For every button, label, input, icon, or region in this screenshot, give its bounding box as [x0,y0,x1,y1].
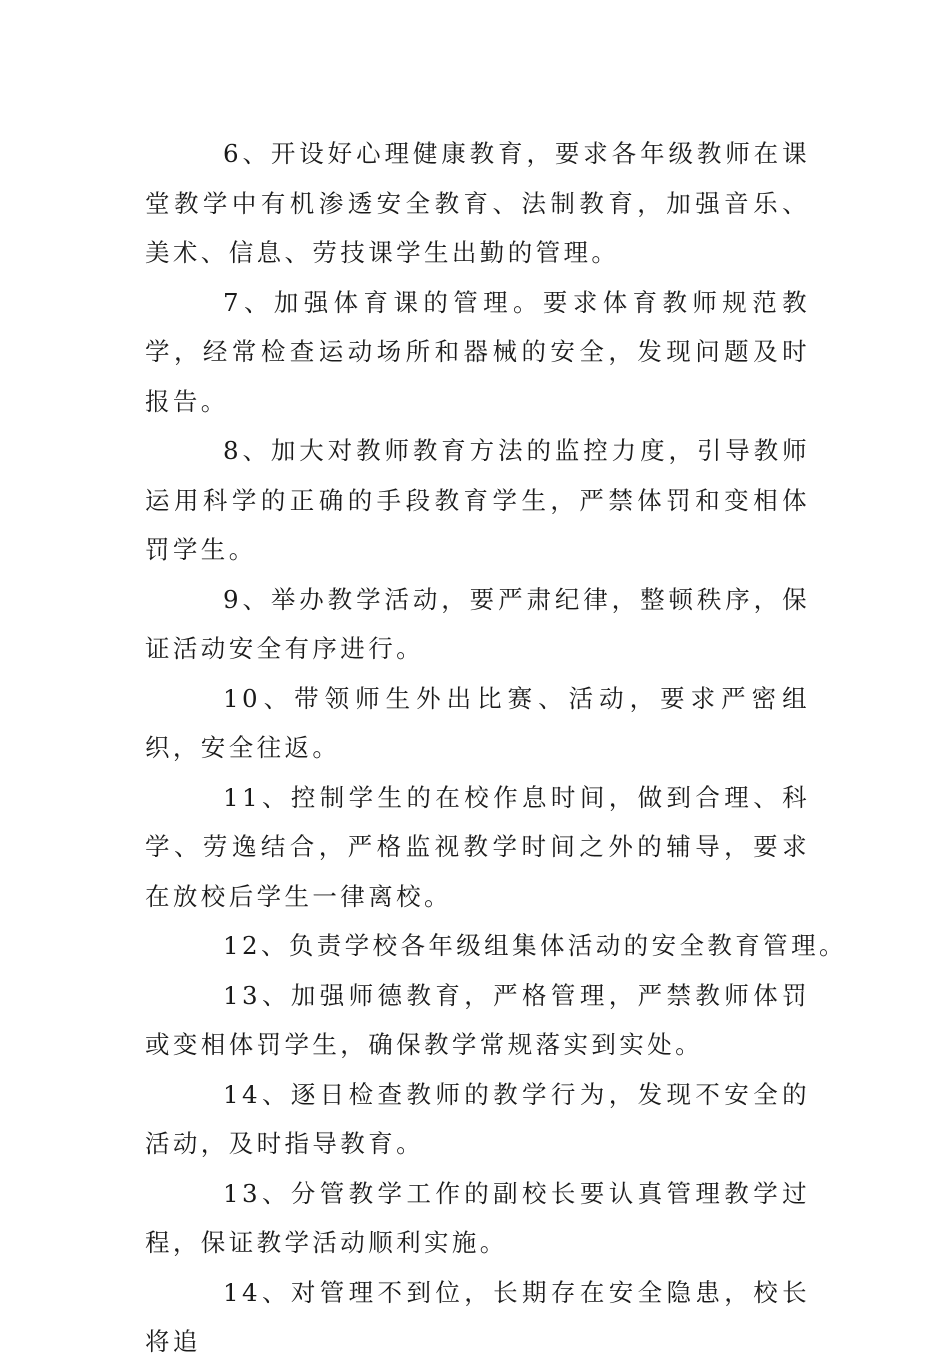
paragraph-10: 10、带领师生外出比赛、活动，要求严密组织，安全往返。 [145,683,810,762]
paragraph-11: 11、控制学生的在校作息时间，做到合理、科学、劳逸结合，严格监视教学时间之外的辅导，要求在放校后学生一律离校。 [145,782,810,911]
paragraph-14: 14、逐日检查教师的教学行为，发现不安全的活动，及时指导教育。 [145,1079,810,1158]
paragraph-12: 12、负责学校各年级组集体活动的安全教育管理。 [223,931,847,960]
paragraph-7: 7、加强体育课的管理。要求体育教师规范教学，经常检查运动场所和器械的安全，发现问题及时报告。 [145,287,810,416]
paragraph-13: 13、加强师德教育，严格管理，严禁教师体罚或变相体罚学生，确保教学常规落实到实处。 [145,980,810,1059]
paragraph-14-second: 14、对管理不到位，长期存在安全隐患，校长将追 [145,1277,810,1356]
paragraph-9: 9、举办教学活动，要严肃纪律，整顿秩序，保证活动安全有序进行。 [145,584,810,663]
paragraph-8: 8、加大对教师教育方法的监控力度，引导教师运用科学的正确的手段教育学生，严禁体罚和变相体罚学生。 [145,436,810,564]
paragraph-13-second: 13、分管教学工作的副校长要认真管理教学过程，保证教学活动顺利实施。 [145,1178,810,1257]
paragraph-6: 6、开设好心理健康教育，要求各年级教师在课堂教学中有机渗透安全教育、法制教育，加强音乐、美术、信息、劳技课学生出勤的管理。 [145,139,810,267]
document-body [145,129,847,1367]
